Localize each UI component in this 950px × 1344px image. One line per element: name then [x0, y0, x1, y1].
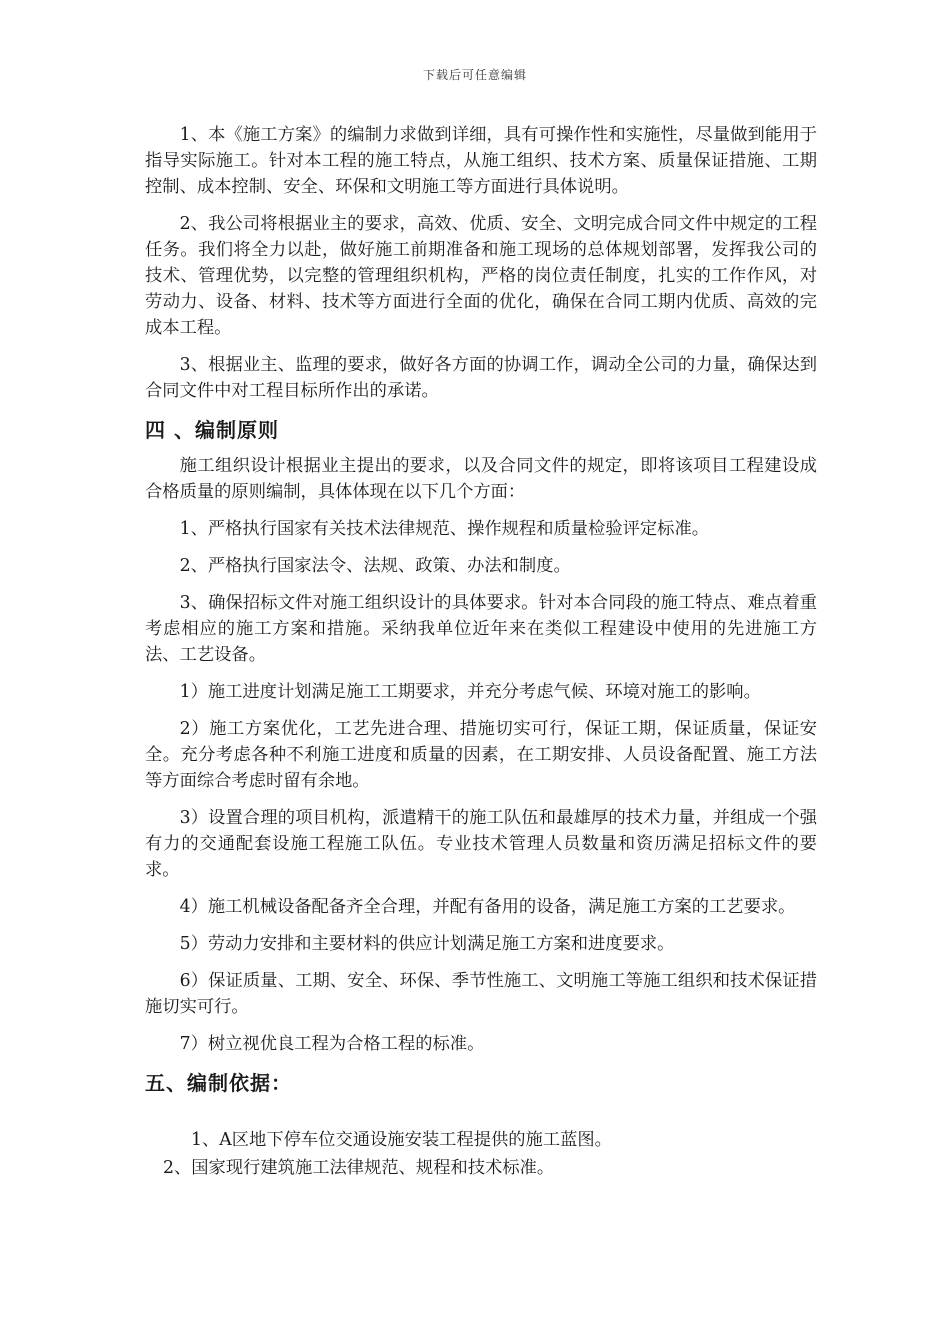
intro-paragraph-2: 2、我公司将根据业主的要求，高效、优质、安全、文明完成合同文件中规定的工程任务。我们将全力以赴，做好施工前期准备和施工现场的总体规划部署，发挥我公司的技术、管理优势，以完整的管理组织机构，严格的岗位责任制度，扎实的工作作风，对劳动力、设备、材料、技术等方面进行全面的优化，确保在合同工期内优质、高效的完成本工程。 — [145, 214, 817, 338]
section5-item-1: 1、A区地下停车位交通设施安装工程提供的施工蓝图。 — [191, 1130, 612, 1150]
header-note: 下载后可任意编辑 — [422, 68, 527, 82]
section4-paragraph-10: 6）保证质量、工期、安全、环保、季节性施工、文明施工等施工组织和技术保证措施切实可行。 — [145, 971, 817, 1017]
section4-paragraph-11: 7）树立视优良工程为合格工程的标准。 — [179, 1034, 485, 1054]
section4-paragraph-1: 施工组织设计根据业主提出的要求，以及合同文件的规定，即将该项目工程建设成合格质量的原则编制，具体体现在以下几个方面： — [145, 456, 817, 502]
section4-paragraph-6: 2）施工方案优化，工艺先进合理、措施切实可行，保证工期，保证质量，保证安全。充分考虑各种不利施工进度和质量的因素，在工期安排、人员设备配置、施工方法等方面综合考虑时留有余地。 — [145, 719, 817, 791]
section4-heading: 四 、编制原则 — [145, 418, 279, 442]
intro-paragraph-1: 1、本《施工方案》的编制力求做到详细，具有可操作性和实施性，尽量做到能用于指导实际施工。针对本工程的施工特点，从施工组织、技术方案、质量保证措施、工期控制、成本控制、安全、环保和文明施工等方面进行具体说明。 — [145, 125, 817, 197]
section4-paragraph-7: 3）设置合理的项目机构，派遣精干的施工队伍和最雄厚的技术力量，并组成一个强有力的交通配套设施工程施工队伍。专业技术管理人员数量和资历满足招标文件的要求。 — [145, 808, 817, 880]
section4-paragraph-3: 2、严格执行国家法令、法规、政策、办法和制度。 — [179, 556, 571, 576]
section4-paragraph-5: 1）施工进度计划满足施工工期要求，并充分考虑气候、环境对施工的影响。 — [179, 682, 761, 702]
section4-paragraph-4: 3、确保招标文件对施工组织设计的具体要求。针对本合同段的施工特点、难点着重考虑相应的施工方案和措施。采纳我单位近年来在类似工程建设中使用的先进施工方法、工艺设备。 — [145, 593, 817, 665]
section5-item-2: 2、国家现行建筑施工法律规范、规程和技术标准。 — [163, 1158, 555, 1178]
section5-heading: 五、编制依据： — [145, 1071, 292, 1095]
intro-paragraph-3: 3、根据业主、监理的要求，做好各方面的协调工作，调动全公司的力量，确保达到合同文件中对工程目标所作出的承诺。 — [145, 355, 817, 401]
section4-paragraph-9: 5）劳动力安排和主要材料的供应计划满足施工方案和进度要求。 — [179, 934, 675, 954]
section4-paragraph-8: 4）施工机械设备配备齐全合理，并配有备用的设备，满足施工方案的工艺要求。 — [179, 897, 796, 917]
document-body — [145, 122, 817, 1182]
section4-paragraph-2: 1、严格执行国家有关技术法律规范、操作规程和质量检验评定标准。 — [179, 519, 710, 539]
